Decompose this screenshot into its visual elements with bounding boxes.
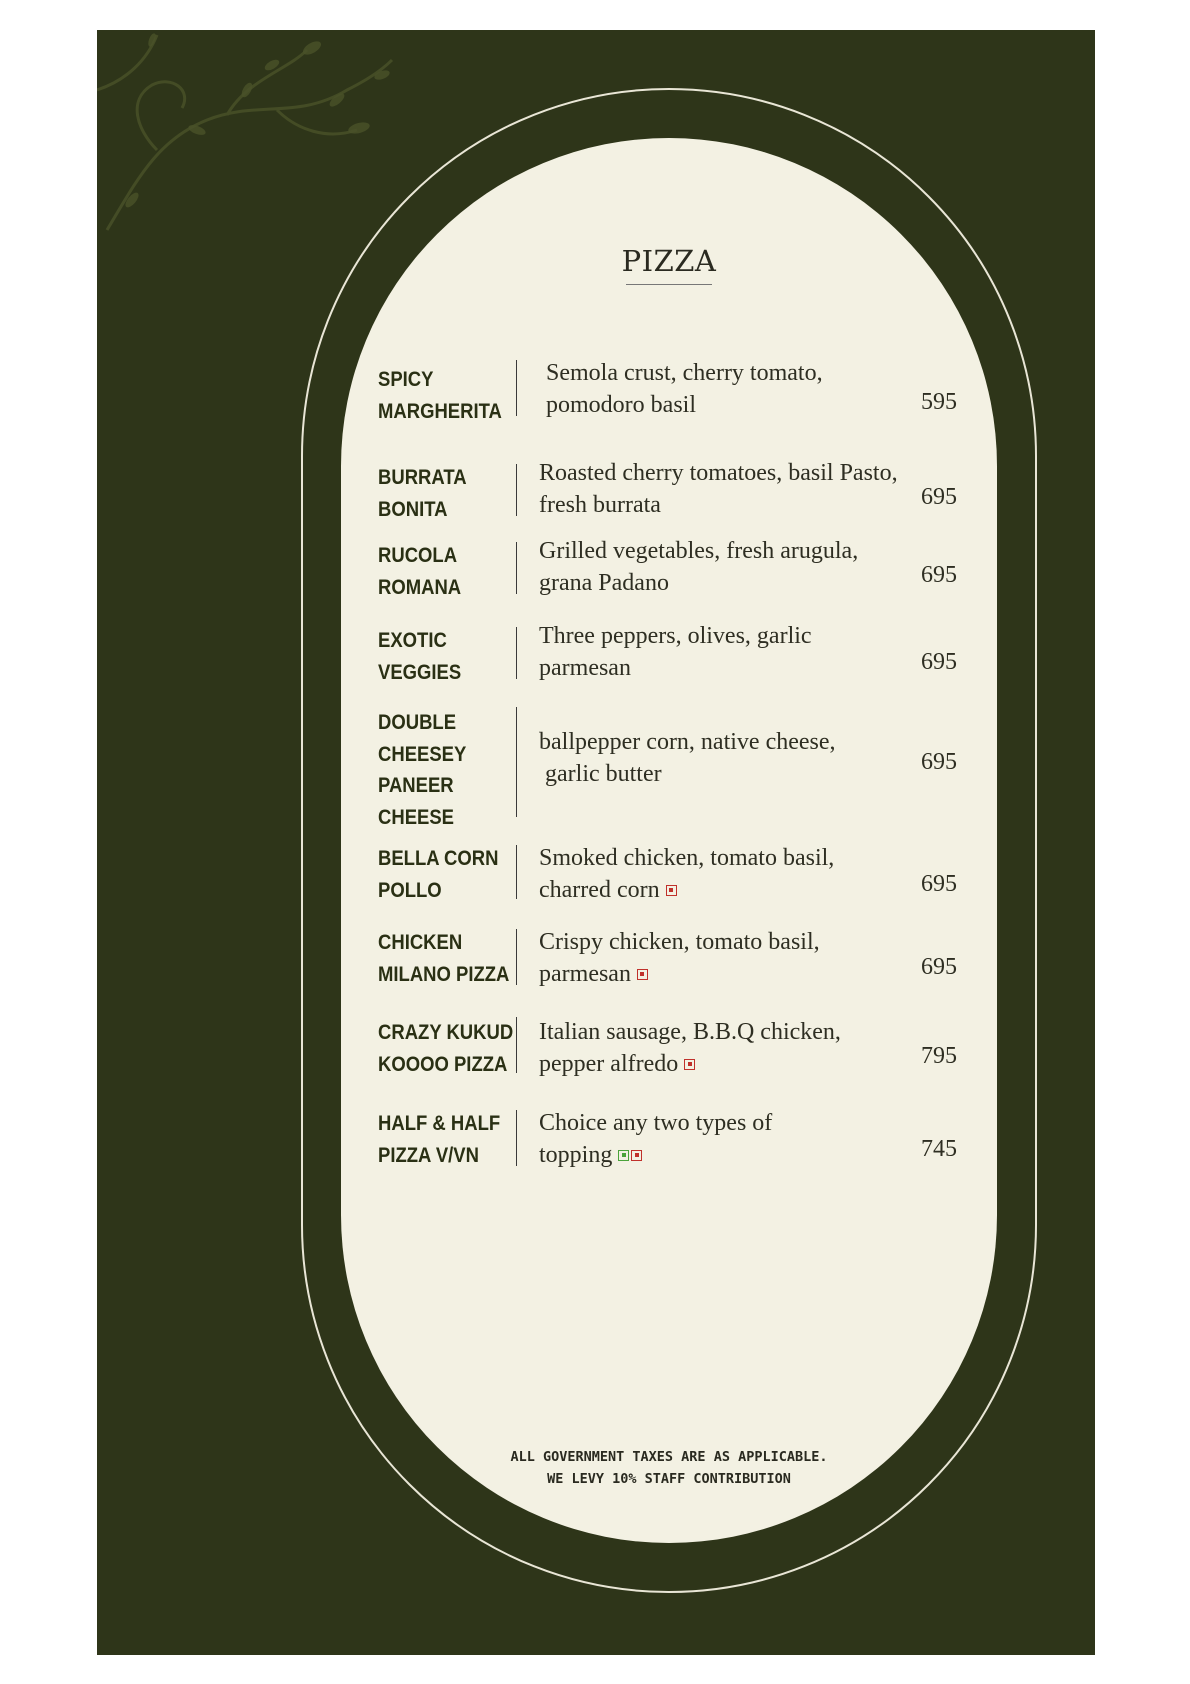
item-price: 695: [921, 649, 957, 675]
item-description-text: parmesan: [539, 654, 631, 681]
item-description-text: Choice any two types of: [539, 1110, 773, 1136]
item-description-text: garlic butter: [545, 760, 662, 787]
item-description: [539, 1108, 929, 1171]
non-veg-mark-icon: [666, 885, 677, 896]
item-name-line: SPICY: [378, 368, 434, 391]
item-price: 695: [921, 954, 957, 980]
item-description-text: pepper alfredo: [539, 1050, 679, 1077]
item-description-text: topping: [539, 1141, 613, 1168]
item-name-line: PANEER: [378, 774, 454, 797]
item-description-line: [539, 759, 929, 791]
item-name-line: CHEESEY: [378, 742, 467, 766]
item-name-line: CRAZY KUKUD: [378, 1021, 514, 1044]
item-name-line: DOUBLE: [378, 711, 457, 734]
menu-page-panel: [97, 30, 1095, 1655]
item-description-line: [546, 390, 936, 422]
item-description-line: [546, 358, 936, 390]
item-divider: [516, 707, 517, 817]
item-description-text: Smoked chicken, tomato basil,: [539, 845, 835, 871]
item-description: [539, 536, 929, 599]
item-price: 595: [921, 389, 957, 415]
item-description-line: [539, 490, 929, 522]
item-name: [378, 1108, 501, 1171]
item-divider: [516, 464, 517, 516]
item-description-text: fresh burrata: [539, 491, 661, 518]
item-description: [539, 621, 929, 684]
item-name-line: BELLA CORN: [378, 847, 499, 870]
item-name-line: BURRATA: [378, 466, 467, 489]
item-description: [539, 843, 929, 906]
item-divider: [516, 360, 517, 416]
item-name-line: CHEESE: [378, 805, 454, 829]
item-name: [378, 462, 497, 525]
item-price: 695: [921, 871, 957, 897]
item-name-line: ROMANA: [378, 575, 462, 599]
item-description-line: [539, 458, 929, 490]
item-name-line: POLLO: [378, 878, 442, 902]
item-name-line: BONITA: [378, 497, 448, 521]
item-name: [378, 364, 502, 427]
item-description: [539, 1017, 929, 1080]
item-description-text: pomodoro basil: [546, 391, 696, 418]
item-name-line: EXOTIC: [378, 629, 447, 652]
item-description-text: Italian sausage, B.B.Q chicken,: [539, 1019, 841, 1045]
item-description-line: [539, 843, 929, 875]
item-name-line: MILANO PIZZA: [378, 962, 510, 986]
non-veg-mark-icon: [631, 1150, 642, 1161]
item-description-line: [539, 727, 929, 759]
item-price: 695: [921, 749, 957, 775]
item-description-line: [539, 536, 929, 568]
item-price: 745: [921, 1136, 957, 1162]
menu-title: PIZZA: [621, 244, 717, 278]
item-name-line: HALF & HALF: [378, 1112, 501, 1135]
item-name-line: PIZZA V/VN: [378, 1143, 479, 1167]
item-description-text: Grilled vegetables, fresh arugula,: [539, 538, 859, 564]
item-description-line: [539, 875, 929, 907]
item-price: 795: [921, 1043, 957, 1069]
item-description-text: parmesan: [539, 960, 631, 987]
menu-oval: [341, 138, 997, 1543]
title-underline: [626, 284, 712, 285]
item-description-text: Semola crust, cherry tomato,: [546, 360, 823, 386]
item-name: [378, 625, 497, 688]
item-description-line: [539, 927, 929, 959]
item-name-line: KOOOO PIZZA: [378, 1052, 508, 1076]
item-description-line: [539, 1140, 929, 1172]
item-description-text: Roasted cherry tomatoes, basil Pasto,: [539, 460, 898, 486]
item-name: [378, 707, 497, 833]
item-price: 695: [921, 484, 957, 510]
item-description-line: [539, 621, 929, 653]
item-description-line: [539, 1017, 929, 1049]
item-name-line: CHICKEN: [378, 931, 463, 954]
item-description-line: [539, 1049, 929, 1081]
item-description-text: Three peppers, olives, garlic: [539, 623, 812, 649]
item-description-text: grana Padano: [539, 569, 669, 596]
tax-notice-line: WE LEVY 10% STAFF CONTRIBUTION: [547, 1471, 791, 1487]
item-price: 695: [921, 562, 957, 588]
item-description-line: [539, 653, 929, 685]
item-description-line: [539, 959, 929, 991]
item-name: [378, 927, 510, 990]
floral-vine-ornament: [97, 30, 397, 250]
item-name-line: MARGHERITA: [378, 399, 502, 423]
item-description-text: charred corn: [539, 876, 660, 903]
item-divider: [516, 929, 517, 985]
item-divider: [516, 542, 517, 594]
item-description: [539, 927, 929, 990]
item-description: [539, 727, 929, 790]
non-veg-mark-icon: [637, 969, 648, 980]
non-veg-mark-icon: [684, 1059, 695, 1070]
veg-mark-icon: [618, 1150, 629, 1161]
item-name-line: VEGGIES: [378, 660, 462, 684]
item-divider: [516, 845, 517, 899]
item-name: [378, 843, 497, 906]
item-description-text: Crispy chicken, tomato basil,: [539, 929, 820, 955]
item-divider: [516, 1017, 517, 1073]
item-name: [378, 540, 497, 603]
item-divider: [516, 627, 517, 679]
item-description-line: [539, 1108, 929, 1140]
item-description-text: ballpepper corn, native cheese,: [539, 729, 836, 755]
item-name: [378, 1017, 514, 1080]
item-description: [546, 358, 936, 421]
item-name-line: RUCOLA: [378, 544, 458, 567]
tax-notice-line: ALL GOVERNMENT TAXES ARE AS APPLICABLE.: [510, 1449, 828, 1465]
item-description-line: [539, 568, 929, 600]
tax-notice: [341, 1446, 997, 1490]
item-divider: [516, 1110, 517, 1166]
item-description: [539, 458, 929, 521]
